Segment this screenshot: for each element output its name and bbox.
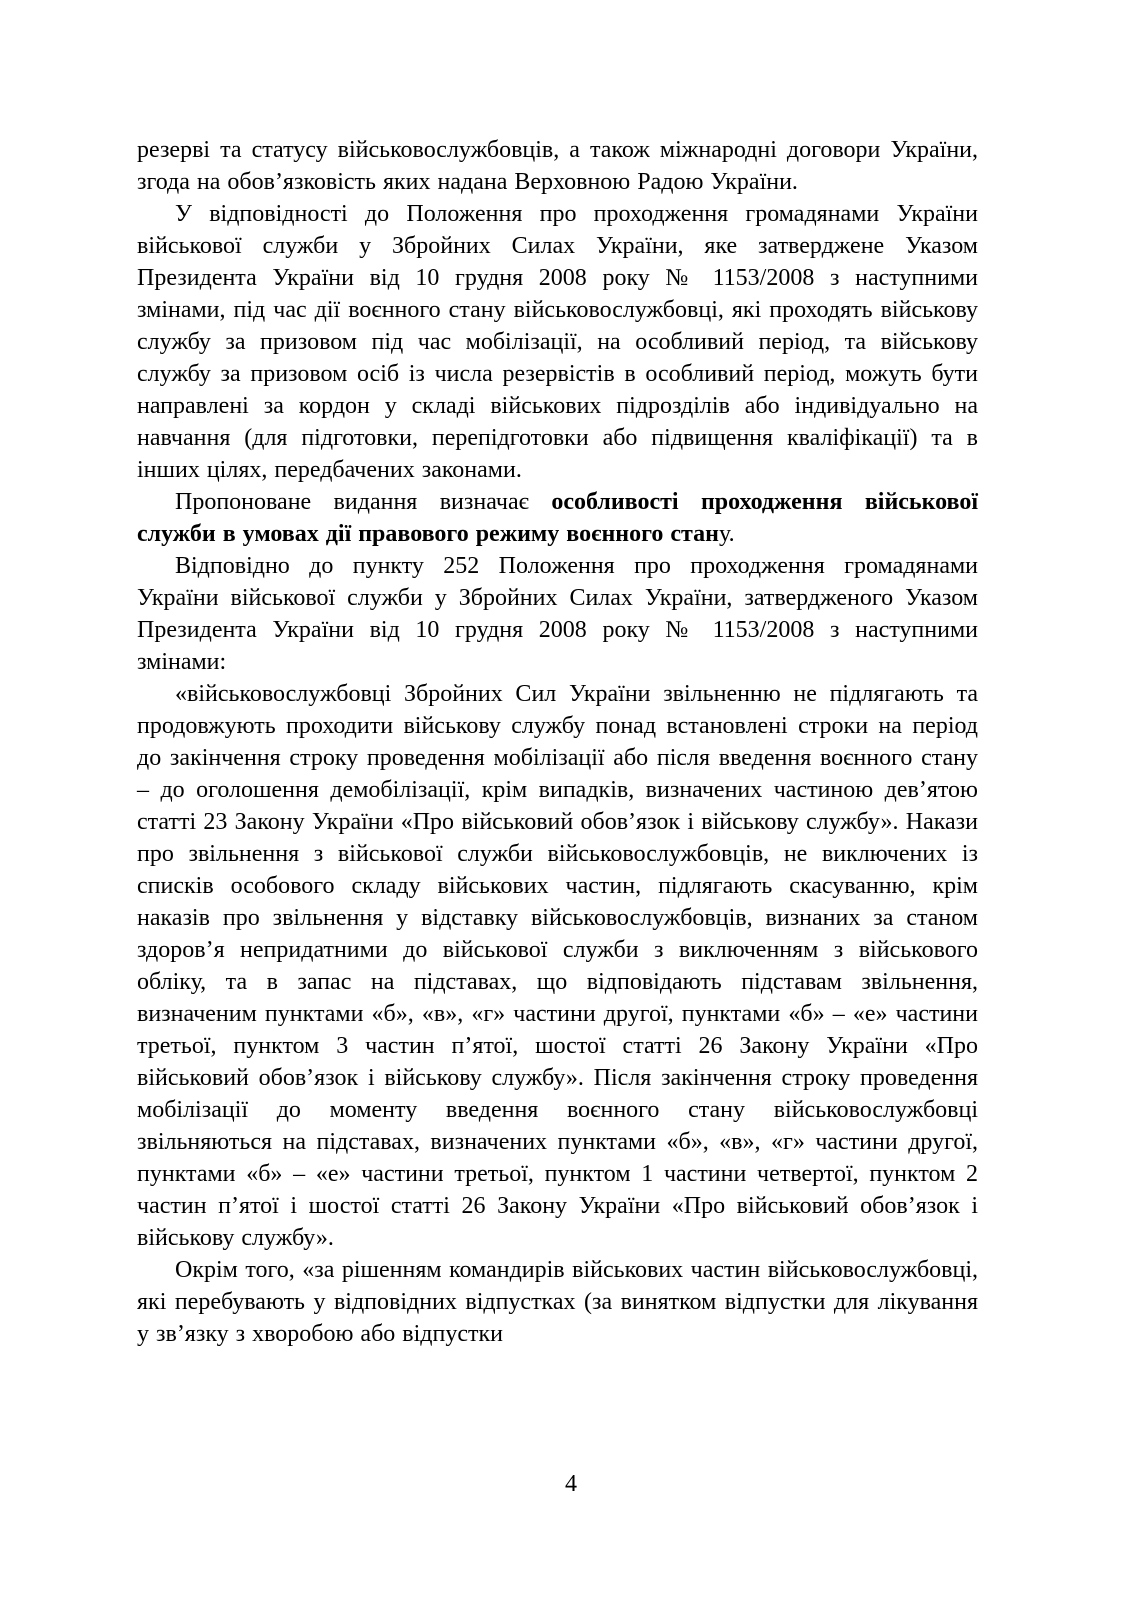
text-run: Відповідно до пункту 252 Положення про проходження громадянами України військової служби у Збройних Силах України, затвердженого Указом Президента України від 10 грудня 2008 року № 1153/2008 з наступними змінами: — [137, 553, 978, 675]
text-run: Окрім того, «за рішенням командирів військових частин військовослужбовці, які перебувають у відповідних відпустках (за винятком відпустки для лікування у зв’язку з хворобою або відпустки — [137, 1257, 978, 1347]
paragraph-6 — [137, 1254, 978, 1350]
text-run: «військовослужбовці Збройних Сил України звільненню не підлягають та продовжують проходити військову службу понад встановлені строки на період до закінчення строку проведення мобілізації або після введення воєнного стану – до оголошення демобілізації, крім випадків, визначених частиною дев’ятою статті 23 Закону України «Про військовий обов’язок і військову службу». Накази про звільнення з військової служби військовослужбовців, не виключених із списків особового складу військових частин, підлягають скасуванню, крім наказів про звільнення у відставку військовослужбовців, визнаних за станом здоров’я непридатними до військової служби з виключенням з військового обліку, та в запас на підставах, що відповідають підставам звільнення, визначеним пунктами «б», «в», «г» частини другої, пунктами «б» – «е» частини третьої, пунктом 3 частин п’ятої, шостої статті 26 Закону України «Про військовий обов’язок і військову службу». Після закінчення строку проведення мобілізації до моменту введення воєнного стану військовослужбовці звільняються на підставах, визначених пунктами «б», «в», «г» частини другої, пунктами «б» – «е» частини третьої, пунктом 1 частини четвертої, пунктом 2 частин п’ятої і шостої статті 26 Закону України «Про військовий обов’язок і військову службу». — [137, 681, 978, 1251]
page-number: 4 — [565, 1471, 577, 1497]
text-run: У відповідності до Положення про проходження громадянами України військової служби у Збройних Силах України, яке затверджене Указом Президента України від 10 грудня 2008 року № 1153/2008 з наступними змінами, під час дії воєнного стану військовослужбовці, які проходять військову службу за призовом під час мобілізації, на особливий період, та військову службу за призовом осіб із числа резервістів в особливий період, можуть бути направлені за кордон у складі військових підрозділів або індивідуально на навчання (для підготовки, перепідготовки або підвищення кваліфікації) та в інших цілях, передбачених законами. — [137, 201, 978, 483]
bold-text-run: особливості проходження військової служби в умовах дії правового режиму воєнного стан — [137, 489, 978, 547]
document-page-body — [137, 134, 978, 1350]
text-run: у. — [718, 521, 735, 547]
paragraph-2 — [137, 198, 978, 486]
paragraph-4 — [137, 550, 978, 678]
paragraph-5 — [137, 678, 978, 1254]
text-run: резерві та статусу військовослужбовців, а також міжнародні договори України, згода на обов’язковість яких надана Верховною Радою України. — [137, 137, 978, 195]
paragraph-1 — [137, 134, 978, 198]
paragraph-3 — [137, 486, 978, 550]
text-run: Пропоноване видання визначає — [175, 489, 552, 515]
